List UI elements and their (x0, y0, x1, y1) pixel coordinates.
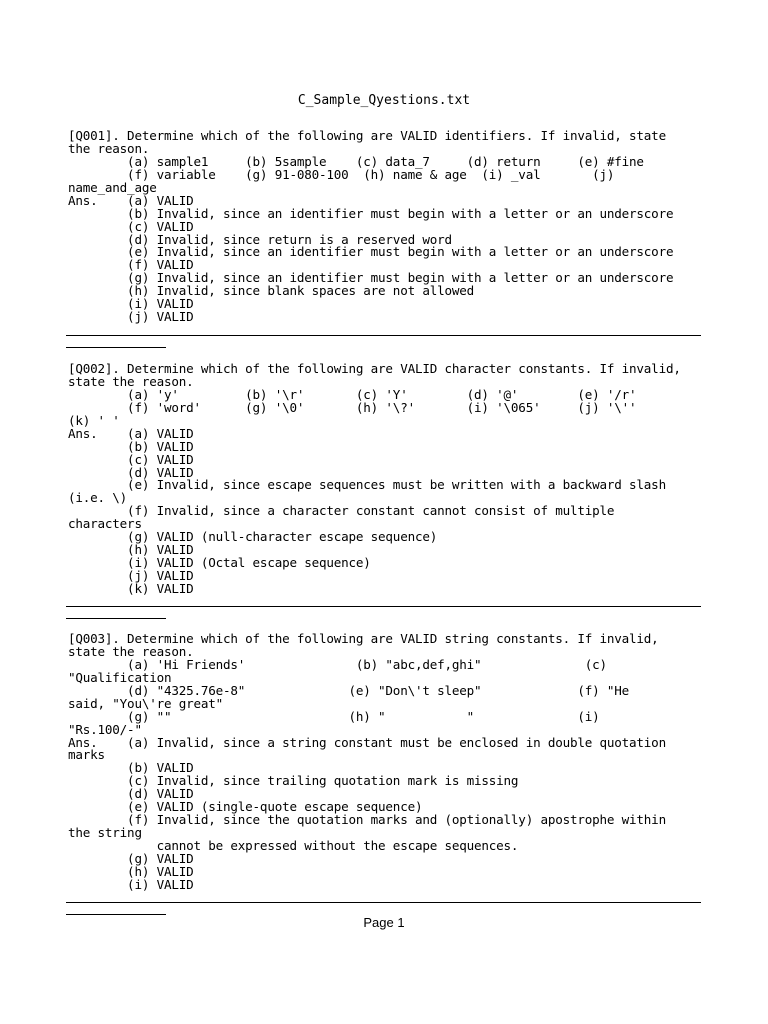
page-number: Page 1 (363, 915, 405, 930)
text-line: (f) variable (g) 91-080-100 (h) name & age (i) _val (j) (68, 166, 615, 182)
text-line: (e) Invalid, since an identifier must begin with a letter or an underscore (68, 244, 674, 260)
text-line: (d) Invalid, since return is a reserved word (68, 231, 452, 247)
text-line: (h) VALID (68, 542, 194, 558)
text-line: [Q001]. Determine which of the following are VALID identifiers. If invalid, state (68, 128, 666, 143)
text-line: "Qualification (68, 669, 172, 685)
text-line: (i.e. \) (68, 490, 128, 506)
text-line: (b) VALID (68, 438, 194, 454)
text-line: said, "You\'re great" (68, 695, 224, 711)
text-line: [Q003]. Determine which of the following are VALID string constants. If invalid, (68, 631, 659, 646)
text-line: (c) VALID (68, 451, 194, 467)
separator-line-tail (66, 914, 166, 915)
question-q002 (68, 363, 708, 596)
text-line: (c) Invalid, since trailing quotation mark is missing (68, 773, 519, 789)
text-line: characters (68, 516, 142, 532)
text-line: marks (68, 747, 105, 763)
text-line: Ans. (a) VALID (68, 192, 194, 208)
text-line: (e) VALID (single-quote escape sequence) (68, 799, 423, 815)
text-line: (g) VALID (null-character escape sequence) (68, 529, 438, 545)
text-line: (d) "4325.76e-8" (e) "Don\'t sleep" (f) "He (68, 682, 630, 698)
text-line: (g) "" (h) " " (i) (68, 708, 600, 724)
text-line: the string (68, 825, 142, 841)
text-line: (f) Invalid, since a character constant cannot consist of multiple (68, 503, 615, 519)
separator-line-tail (66, 347, 166, 348)
text-line: (c) VALID (68, 218, 194, 234)
text-line: (a) 'y' (b) '\r' (c) 'Y' (d) '@' (e) '/r' (68, 386, 637, 402)
text-line: (k) ' ' (68, 412, 120, 428)
text-line: (h) VALID (68, 863, 194, 879)
question-q001 (68, 130, 708, 324)
text-line: Ans. (a) VALID (68, 425, 194, 441)
text-line: state the reason. (68, 373, 194, 389)
text-line: Ans. (a) Invalid, since a string constant must be enclosed in double quotation (68, 734, 666, 750)
separator-line (66, 902, 701, 903)
separator-line (66, 335, 701, 336)
text-line: name_and_age (68, 179, 157, 195)
text-line: (b) VALID (68, 760, 194, 776)
text-line: (a) sample1 (b) 5sample (c) data_7 (d) return (e) #fine (68, 153, 644, 169)
text-line: (a) 'Hi Friends' (b) "abc,def,ghi" (c) (68, 656, 607, 672)
text-line: (d) VALID (68, 464, 194, 480)
text-line: (f) 'word' (g) '\0' (h) '\?' (i) '\065' (j) '\'' (68, 399, 637, 415)
text-line: (j) VALID (68, 568, 194, 583)
text-line: (i) VALID (Octal escape sequence) (68, 555, 371, 571)
separator-line (66, 606, 701, 607)
text-line: (k) VALID (68, 580, 194, 596)
text-line: (i) VALID (68, 876, 194, 892)
question-q003 (68, 633, 708, 892)
text-line: state the reason. (68, 643, 194, 659)
text-line: (d) VALID (68, 786, 194, 802)
text-line: (e) Invalid, since escape sequences must be written with a backward slash (68, 477, 666, 493)
text-line: (h) Invalid, since blank spaces are not allowed (68, 283, 475, 299)
text-line: the reason. (68, 140, 150, 156)
text-line: (i) VALID (68, 296, 194, 312)
text-line: [Q002]. Determine which of the following are VALID character constants. If invalid, (68, 361, 681, 376)
text-line: (f) VALID (68, 257, 194, 273)
text-line: cannot be expressed without the escape sequences. (68, 838, 519, 853)
text-line: (j) VALID (68, 309, 194, 325)
text-line: (g) Invalid, since an identifier must begin with a letter or an underscore (68, 270, 674, 286)
text-line: "Rs.100/-" (68, 721, 142, 737)
document-title: C_Sample_Qyestions.txt (297, 93, 471, 108)
text-line: (g) VALID (68, 850, 194, 866)
text-line: (b) Invalid, since an identifier must begin with a letter or an underscore (68, 205, 674, 221)
text-line: (f) Invalid, since the quotation marks and (optionally) apostrophe within (68, 812, 666, 828)
separator-line-tail (66, 618, 166, 619)
